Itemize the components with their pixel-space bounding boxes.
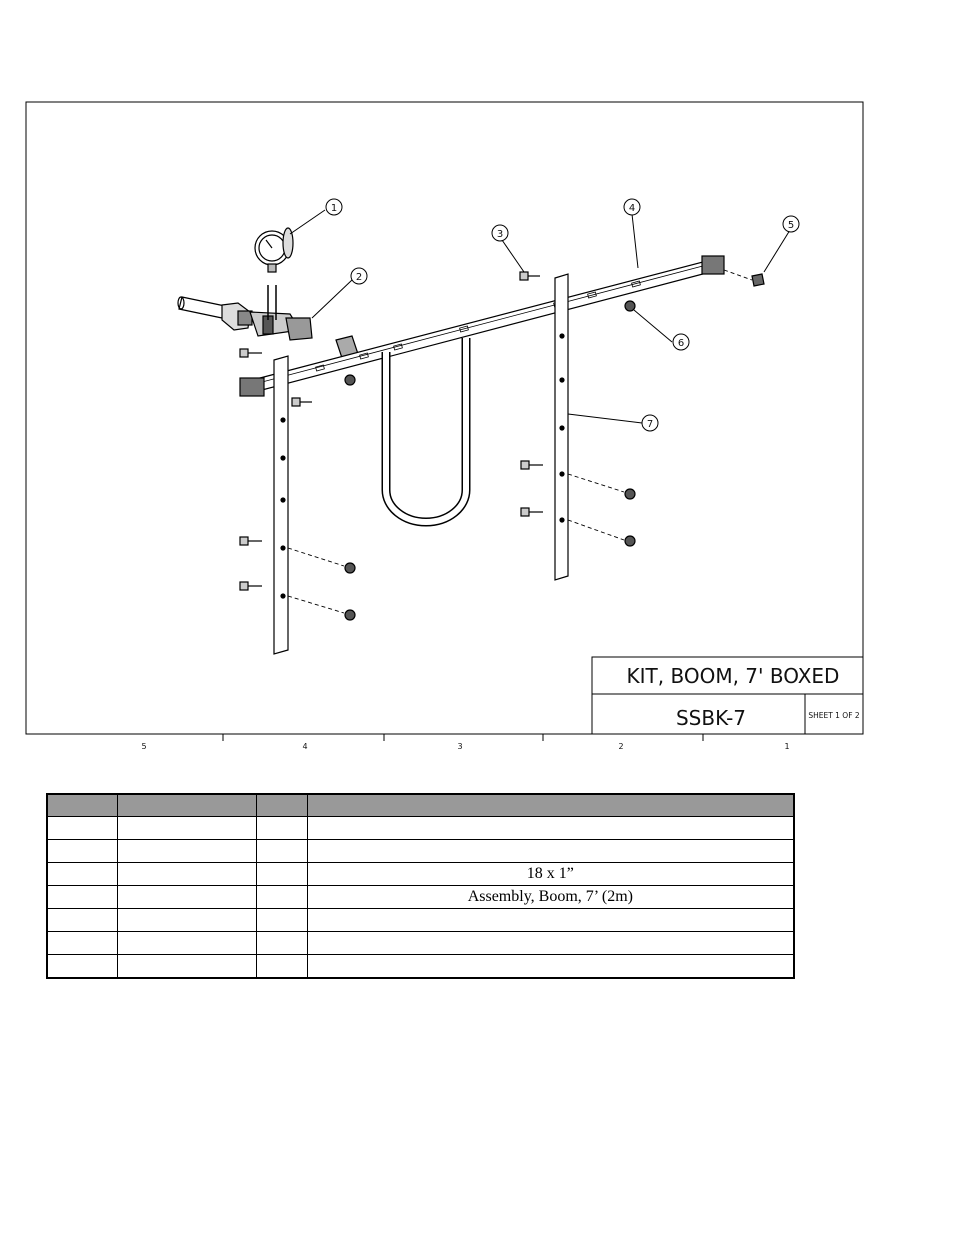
table-cell <box>47 932 118 955</box>
table-cell <box>47 840 118 863</box>
table-cell <box>118 886 257 909</box>
drawing-border <box>26 102 863 734</box>
table-cell <box>307 932 794 955</box>
table-cell <box>256 863 307 886</box>
inlet-pipe <box>179 297 225 318</box>
table-cell <box>307 840 794 863</box>
callout-label-5: 5 <box>787 220 795 231</box>
table-cell: Assembly, Boom, 7’ (2m) <box>307 886 794 909</box>
table-cell <box>118 863 257 886</box>
table-cell <box>47 817 118 840</box>
zone-label-5: 5 <box>141 742 147 751</box>
callout-label-7: 7 <box>646 419 654 430</box>
table-cell: 18 x 1” <box>307 863 794 886</box>
table-cell <box>118 817 257 840</box>
table-cell <box>256 955 307 979</box>
table-row <box>47 817 794 840</box>
table-cell <box>47 909 118 932</box>
assembly-illustration <box>178 228 764 654</box>
table-cell <box>47 886 118 909</box>
zone-label-1: 1 <box>784 742 790 751</box>
part-number: SSBK-7 <box>675 706 747 730</box>
table-cell <box>256 886 307 909</box>
boom-bar <box>240 256 724 396</box>
table-cell <box>307 817 794 840</box>
sheet-number: SHEET 1 OF 2 <box>808 711 860 720</box>
right-bracket <box>555 274 568 580</box>
column-header <box>118 794 257 817</box>
table-cell <box>118 840 257 863</box>
u-bend-hose <box>386 338 466 522</box>
column-header <box>307 794 794 817</box>
callout-label-2: 2 <box>355 272 363 283</box>
left-bracket <box>274 356 288 654</box>
zone-label-2: 2 <box>618 742 624 751</box>
zone-label-3: 3 <box>457 742 463 751</box>
table-cell <box>256 817 307 840</box>
table-cell <box>118 955 257 979</box>
table-header-row <box>47 794 794 817</box>
end-cap <box>752 274 764 286</box>
column-header <box>47 794 118 817</box>
table-cell <box>118 909 257 932</box>
table-cell <box>307 955 794 979</box>
table-row <box>47 886 794 909</box>
table-cell <box>47 955 118 979</box>
callout-label-4: 4 <box>628 203 636 214</box>
zone-ticks <box>223 734 703 741</box>
drawing-title: KIT, BOOM, 7' BOXED <box>626 664 840 688</box>
zone-label-4: 4 <box>302 742 308 751</box>
table-row <box>47 909 794 932</box>
valve-assembly <box>222 285 312 340</box>
callout-label-3: 3 <box>496 229 504 240</box>
table-row <box>47 955 794 979</box>
table-cell <box>47 863 118 886</box>
bill-of-materials-table <box>46 793 795 979</box>
pressure-gauge <box>255 228 293 272</box>
callout-label-1: 1 <box>330 203 338 214</box>
table-cell <box>256 840 307 863</box>
table-row <box>47 840 794 863</box>
table-cell <box>256 932 307 955</box>
table-cell <box>256 909 307 932</box>
table-cell <box>307 909 794 932</box>
callout-label-6: 6 <box>677 338 685 349</box>
column-header <box>256 794 307 817</box>
table-row <box>47 863 794 886</box>
table-row <box>47 932 794 955</box>
table-cell <box>118 932 257 955</box>
